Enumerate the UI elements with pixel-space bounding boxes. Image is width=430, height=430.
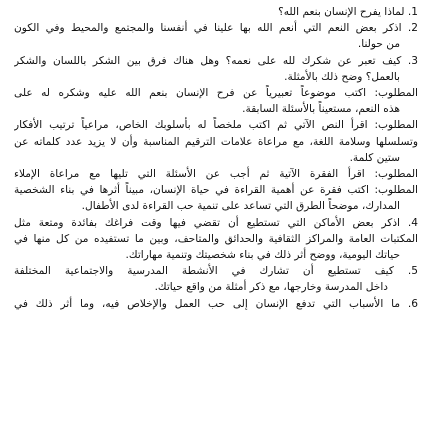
text-line: داخل المدرسة وخارجها، مع ذكر أمثلة من واقع حياتك. [154, 281, 388, 294]
text-line: 4. اذكر بعض الأماكن التي تستطيع أن تقضي فيها وقت فراغك بفائدة ومتعة مثل [14, 216, 418, 229]
text-line: المطلوب: اقرأ الفقرة الآتية ثم أجب عن الأسئلة التي تليها مع مراعاة الإملاء [14, 167, 418, 180]
text-line: المكتبات العامة والمراكز الثقافية والحدائق والمتاحف، وبين ما تستفيده من كل منها في [14, 232, 418, 245]
text-line: حياتك اليومية، ووضح أثر ذلك في بناء شخصيتك وتنمية مهاراتك. [125, 248, 400, 261]
text-line: 3. كيف تعبر عن شكرك لله على نعمه؟ وهل هناك فرق بين الشكر باللسان والشكر [14, 54, 418, 67]
text-line: من حولنا. [357, 38, 400, 51]
text-line: وتسلسلها وسلامة اللغة، مع مراعاة علامات الترقيم المناسبة وأن لا يزيد عدد كلماته عن [14, 135, 418, 148]
text-line: المطلوب: اكتب فقرة عن أهمية القراءة في حياة الإنسان، مبيناً أثرها في بناء الشخصية [14, 184, 418, 197]
text-line: ستين كلمة. [349, 151, 400, 164]
text-line: المدارك، موضحاً الطرق التي تساعد على تنمية حب القراءة لدى الأطفال. [81, 200, 400, 213]
text-line: المطلوب: اكتب موضوعاً تعبيرياً عن فرح الإنسان بنعم الله عليه وشكره له على [14, 86, 418, 99]
text-line: 6. ما الأسباب التي تدفع الإنسان إلى حب العمل والإخلاص فيه، وما أثر ذلك في [14, 297, 418, 310]
text-line: المطلوب: اقرأ النص الآتي ثم اكتب ملخصاً له بأسلوبك الخاص، مراعياً ترتيب الأفكار [14, 119, 418, 132]
text-line: 1. لماذا يفرح الإنسان بنعم الله؟ [278, 6, 418, 18]
text-line: 2. اذكر بعض النعم التي أنعم الله بها علينا في أنفسنا والمجتمع والمحيط وفي الكون [14, 22, 418, 35]
text-line: 5. كيف تستطيع أن تشارك في الأنشطة المدرسية والاجتماعية المختلفة [14, 265, 418, 278]
text-line: بالعمل؟ وضح ذلك بالأمثلة. [284, 70, 400, 83]
text-line: هذه النعم، مستعيناً بالأسئلة السابقة. [242, 103, 400, 116]
